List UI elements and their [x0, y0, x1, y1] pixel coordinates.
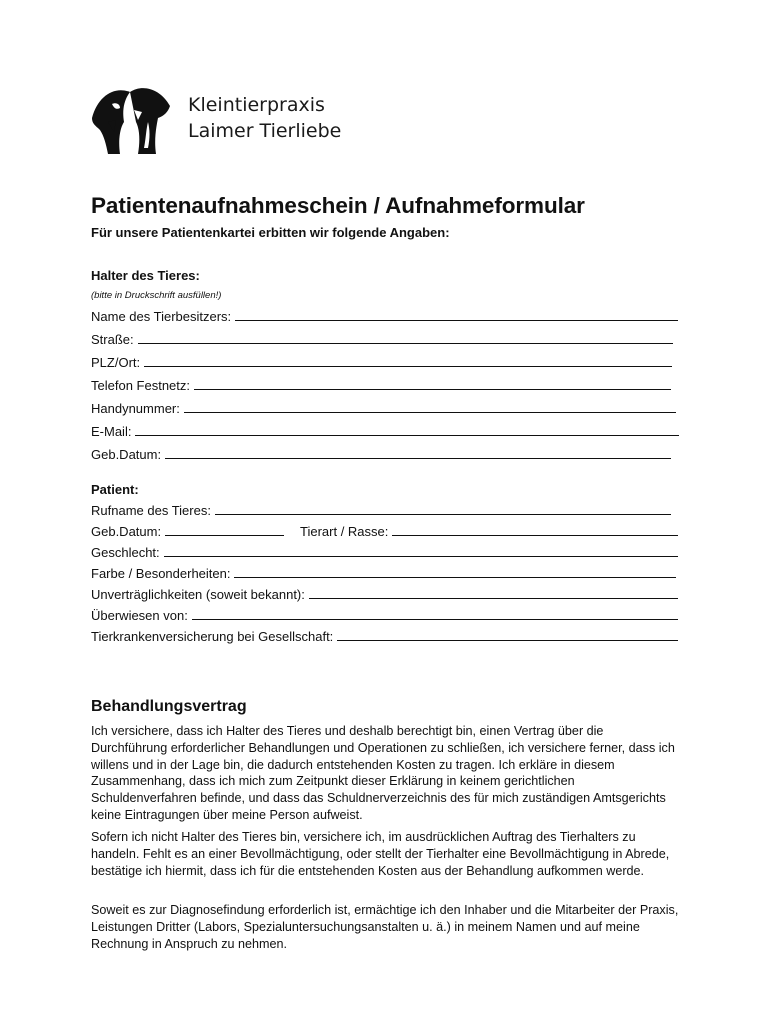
owner-landline-field[interactable]	[91, 375, 671, 393]
patient-insurance-label: Tierkrankenversicherung bei Gesellschaft:	[91, 629, 334, 644]
owner-email-field[interactable]	[91, 421, 679, 439]
form-title: Patientenaufnahmeschein / Aufnahmeformular	[91, 193, 585, 218]
owner-street-input-line[interactable]	[138, 342, 673, 344]
patient-callname-field[interactable]	[91, 500, 671, 518]
patient-species-label: Tierart / Rasse:	[300, 524, 389, 539]
patient-callname-label: Rufname des Tieres:	[91, 503, 211, 518]
patient-referred-by-input-line[interactable]	[192, 618, 678, 620]
cat-and-dog-silhouette-logo	[90, 82, 172, 156]
owner-zip-city-label: PLZ/Ort:	[91, 355, 141, 370]
patient-sex-label: Geschlecht:	[91, 545, 160, 560]
owner-email-label: E-Mail:	[91, 424, 132, 439]
patient-birthdate-field[interactable]	[91, 521, 284, 539]
patient-species-field[interactable]	[300, 521, 678, 539]
patient-birthdate-label: Geb.Datum:	[91, 524, 162, 539]
patient-referred-by-field[interactable]	[91, 605, 678, 623]
owner-mobile-label: Handynummer:	[91, 401, 180, 416]
practice-name	[188, 92, 408, 144]
owner-email-input-line[interactable]	[135, 434, 679, 436]
patient-section-heading: Patient:	[91, 482, 139, 497]
owner-landline-label: Telefon Festnetz:	[91, 378, 190, 393]
practice-name-line2: Laimer Tierliebe	[188, 120, 342, 142]
patient-sex-field[interactable]	[91, 542, 678, 560]
patient-color-label: Farbe / Besonderheiten:	[91, 566, 231, 581]
patient-birthdate-input-line[interactable]	[165, 534, 284, 536]
contract-paragraph-2: Sofern ich nicht Halter des Tieres bin, versichere ich, im ausdrücklichen Auftrag des Tierhalters zu handeln. Fehlt es an einer Bevollmächtigung, oder stellt der Tierhalter eine Bevollmächtigung in Abrede, bestätige ich hiermit, dass ich für die entstehenden Kosten aus der Behandlung aufkommen werde.	[91, 830, 670, 878]
patient-intolerances-label: Unverträglichkeiten (soweit bekannt):	[91, 587, 305, 602]
owner-name-input-line[interactable]	[235, 319, 678, 321]
patient-sex-input-line[interactable]	[164, 555, 678, 557]
patient-intolerances-input-line[interactable]	[309, 597, 678, 599]
owner-birthdate-label: Geb.Datum:	[91, 447, 162, 462]
patient-color-input-line[interactable]	[234, 576, 676, 578]
patient-color-field[interactable]	[91, 563, 676, 581]
print-instruction-note: (bitte in Druckschrift ausfüllen!)	[91, 290, 222, 301]
patient-insurance-field[interactable]	[91, 626, 678, 644]
owner-birthdate-field[interactable]	[91, 444, 671, 462]
patient-insurance-input-line[interactable]	[337, 639, 678, 641]
contract-paragraph-1: Ich versichere, dass ich Halter des Tieres und deshalb berechtigt bin, einen Vertrag über die Durchführung erforderlicher Behandlungen und Operationen zu schließen, ich versichere ferner, dass ich willens und in der Lage bin, die dadurch entstehenden Kosten zu tragen. Ich erkläre in diesem Zusammenhang, dass ich mich zum Zeitpunkt dieser Erklärung in keinem gerichtlichen Schuldenverfahren befinde, und dass das Schuldnerverzeichnis des für mich zuständigen Amtsgerichts keine Eintragungen über meine Person aufweist.	[91, 724, 675, 822]
owner-section-heading: Halter des Tieres:	[91, 268, 200, 283]
owner-mobile-input-line[interactable]	[184, 411, 676, 413]
owner-landline-input-line[interactable]	[194, 388, 671, 390]
owner-street-field[interactable]	[91, 329, 673, 347]
patient-referred-by-label: Überwiesen von:	[91, 608, 188, 623]
contract-heading: Behandlungsvertrag	[91, 698, 247, 715]
owner-birthdate-input-line[interactable]	[165, 457, 671, 459]
practice-name-line1: Kleintierpraxis	[188, 94, 325, 116]
contract-paragraph-3: Soweit es zur Diagnosefindung erforderlich ist, ermächtige ich den Inhaber und die Mitarbeiter der Praxis, Leistungen Dritter (Labors, Spezialuntersuchungsanstalten u. ä.) in meinem Namen und auf meine Rechnung in Anspruch zu nehmen.	[91, 903, 679, 951]
patient-callname-input-line[interactable]	[215, 513, 671, 515]
owner-name-field[interactable]	[91, 306, 678, 324]
form-subtitle: Für unsere Patientenkartei erbitten wir folgende Angaben:	[91, 225, 450, 240]
patient-intolerances-field[interactable]	[91, 584, 678, 602]
patient-species-input-line[interactable]	[392, 534, 678, 536]
owner-street-label: Straße:	[91, 332, 134, 347]
owner-zip-city-input-line[interactable]	[144, 365, 672, 367]
owner-mobile-field[interactable]	[91, 398, 676, 416]
owner-name-label: Name des Tierbesitzers:	[91, 309, 232, 324]
owner-zip-city-field[interactable]	[91, 352, 672, 370]
